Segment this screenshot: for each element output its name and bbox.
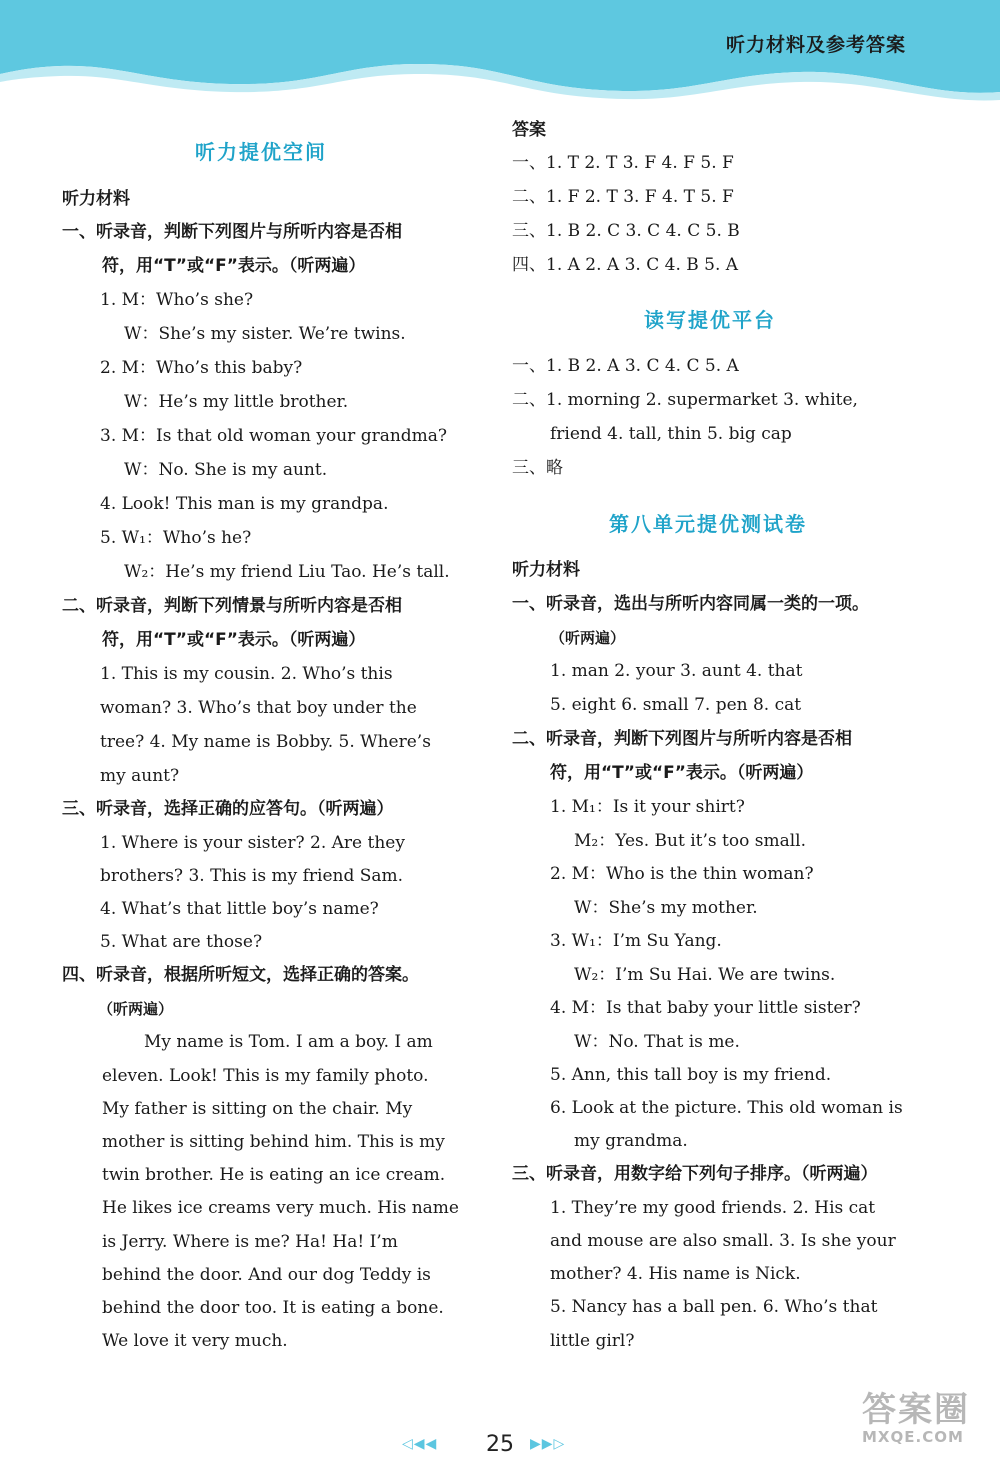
listening-material-label: 听力材料 bbox=[62, 189, 130, 209]
r-q3-line: little girl? bbox=[550, 1331, 635, 1351]
q4-passage-line: mother is sitting behind him. This is my bbox=[102, 1132, 445, 1152]
r-q3-heading: 三、听录音，用数字给下列句子排序。（听两遍） bbox=[512, 1164, 878, 1184]
prev-arrows-icon: ◁◀◀ bbox=[402, 1436, 438, 1452]
listening-material-label-2: 听力材料 bbox=[512, 560, 580, 580]
r-q2-line: W₂：I’m Su Hai. We are twins. bbox=[574, 965, 836, 985]
q2-line: tree? 4. My name is Bobby. 5. Where’s bbox=[100, 732, 431, 752]
q2-line: my aunt? bbox=[100, 766, 180, 786]
q3-line: brothers? 3. This is my friend Sam. bbox=[100, 866, 404, 886]
answer-row: 二、1. F 2. T 3. F 4. T 5. F bbox=[512, 187, 734, 207]
section-title-reading-writing: 读写提优平台 bbox=[644, 308, 776, 332]
rw-line: 三、略 bbox=[512, 458, 563, 478]
q3-line: 1. Where is your sister? 2. Are they bbox=[100, 833, 405, 853]
r-q3-line: 5. Nancy has a ball pen. 6. Who’s that bbox=[550, 1297, 878, 1317]
q1-heading-line2: 符，用“T”或“F”表示。（听两遍） bbox=[102, 256, 366, 276]
q2-heading-line2: 符，用“T”或“F”表示。（听两遍） bbox=[102, 630, 366, 650]
r-q2-line: 5. Ann, this tall boy is my friend. bbox=[550, 1065, 832, 1085]
q4-passage-line: is Jerry. Where is me? Ha! Ha! I’m bbox=[102, 1232, 398, 1252]
q4-passage-line: My name is Tom. I am a boy. I am bbox=[144, 1032, 433, 1052]
r-q2-line: 1. M₁：Is it your shirt? bbox=[550, 797, 745, 817]
header-title: 听力材料及参考答案 bbox=[725, 34, 906, 56]
r-q2-line: M₂：Yes. But it’s too small. bbox=[574, 831, 806, 851]
r-q1-line: 5. eight 6. small 7. pen 8. cat bbox=[550, 695, 802, 715]
r-q3-line: 1. They’re my good friends. 2. His cat bbox=[550, 1198, 876, 1218]
q1-heading-line1: 一、听录音，判断下列图片与所听内容是否相 bbox=[62, 222, 402, 242]
q2-line: woman? 3. Who’s that boy under the bbox=[100, 698, 417, 718]
r-q1-heading-line2: （听两遍） bbox=[550, 629, 626, 647]
answer-row: 一、1. T 2. T 3. F 4. F 5. F bbox=[512, 153, 734, 173]
q1-line: W：He’s my little brother. bbox=[124, 392, 349, 412]
q2-line: 1. This is my cousin. 2. Who’s this bbox=[100, 664, 393, 684]
q4-passage-line: eleven. Look! This is my family photo. bbox=[102, 1066, 429, 1086]
q1-line: 3. M：Is that old woman your grandma? bbox=[100, 426, 448, 446]
q4-passage-line: behind the door too. It is eating a bone. bbox=[102, 1298, 444, 1318]
rw-line: 一、1. B 2. A 3. C 4. C 5. A bbox=[512, 356, 739, 376]
q4-passage-line: twin brother. He is eating an ice cream. bbox=[102, 1165, 446, 1185]
q1-line: 2. M：Who’s this baby? bbox=[100, 358, 303, 378]
answer-row: 四、1. A 2. A 3. C 4. B 5. A bbox=[512, 255, 739, 275]
q2-heading-line1: 二、听录音，判断下列情景与所听内容是否相 bbox=[62, 596, 402, 616]
r-q2-line: 6. Look at the picture. This old woman is bbox=[550, 1098, 903, 1118]
q3-line: 5. What are those? bbox=[100, 932, 263, 952]
section-title-listening: 听力提优空间 bbox=[195, 140, 327, 164]
q1-line: 5. W₁：Who’s he? bbox=[100, 528, 252, 548]
r-q1-line: 1. man 2. your 3. aunt 4. that bbox=[550, 661, 803, 681]
q4-passage-line: My father is sitting on the chair. My bbox=[102, 1099, 413, 1119]
q4-passage-line: We love it very much. bbox=[102, 1331, 288, 1351]
watermark-logo bbox=[862, 1392, 992, 1444]
r-q2-line: 4. M：Is that baby your little sister? bbox=[550, 998, 861, 1018]
r-q2-line: W：She’s my mother. bbox=[574, 898, 758, 918]
answer-row: 三、1. B 2. C 3. C 4. C 5. B bbox=[512, 221, 740, 241]
q4-heading-line2: （听两遍） bbox=[98, 1000, 174, 1018]
r-q2-line: my grandma. bbox=[574, 1131, 688, 1151]
r-q2-heading-line1: 二、听录音，判断下列图片与所听内容是否相 bbox=[512, 729, 852, 749]
r-q3-line: and mouse are also small. 3. Is she your bbox=[550, 1231, 896, 1251]
q1-line: W：No. She is my aunt. bbox=[124, 460, 328, 480]
rw-line: 二、1. morning 2. supermarket 3. white, bbox=[512, 390, 858, 410]
r-q2-heading-line2: 符，用“T”或“F”表示。（听两遍） bbox=[550, 763, 814, 783]
q1-line: 1. M：Who’s she? bbox=[100, 290, 254, 310]
q4-heading-line1: 四、听录音，根据所听短文，选择正确的答案。 bbox=[62, 965, 419, 985]
page-number: 25 bbox=[486, 1432, 514, 1457]
q4-passage-line: behind the door. And our dog Teddy is bbox=[102, 1265, 431, 1285]
q1-line: W₂：He’s my friend Liu Tao. He’s tall. bbox=[124, 562, 450, 582]
q3-line: 4. What’s that little boy’s name? bbox=[100, 899, 379, 919]
watermark-url: MXQE.COM bbox=[862, 1428, 964, 1446]
r-q3-line: mother? 4. His name is Nick. bbox=[550, 1264, 801, 1284]
watermark-main-text: 答案圈 bbox=[862, 1390, 970, 1430]
answers-label: 答案 bbox=[512, 120, 546, 140]
r-q2-line: W：No. That is me. bbox=[574, 1032, 740, 1052]
r-q2-line: 3. W₁：I’m Su Yang. bbox=[550, 931, 722, 951]
q3-heading: 三、听录音，选择正确的应答句。（听两遍） bbox=[62, 799, 394, 819]
r-q2-line: 2. M：Who is the thin woman? bbox=[550, 864, 814, 884]
q1-line: 4. Look! This man is my grandpa. bbox=[100, 494, 389, 514]
q4-passage-line: He likes ice creams very much. His name bbox=[102, 1198, 459, 1218]
r-q1-heading-line1: 一、听录音，选出与所听内容同属一类的一项。 bbox=[512, 594, 869, 614]
rw-line: friend 4. tall, thin 5. big cap bbox=[550, 424, 792, 444]
section-title-unit8-test: 第八单元提优测试卷 bbox=[609, 512, 807, 536]
q1-line: W：She’s my sister. We’re twins. bbox=[124, 324, 406, 344]
next-arrows-icon: ▶▶▷ bbox=[530, 1436, 566, 1452]
